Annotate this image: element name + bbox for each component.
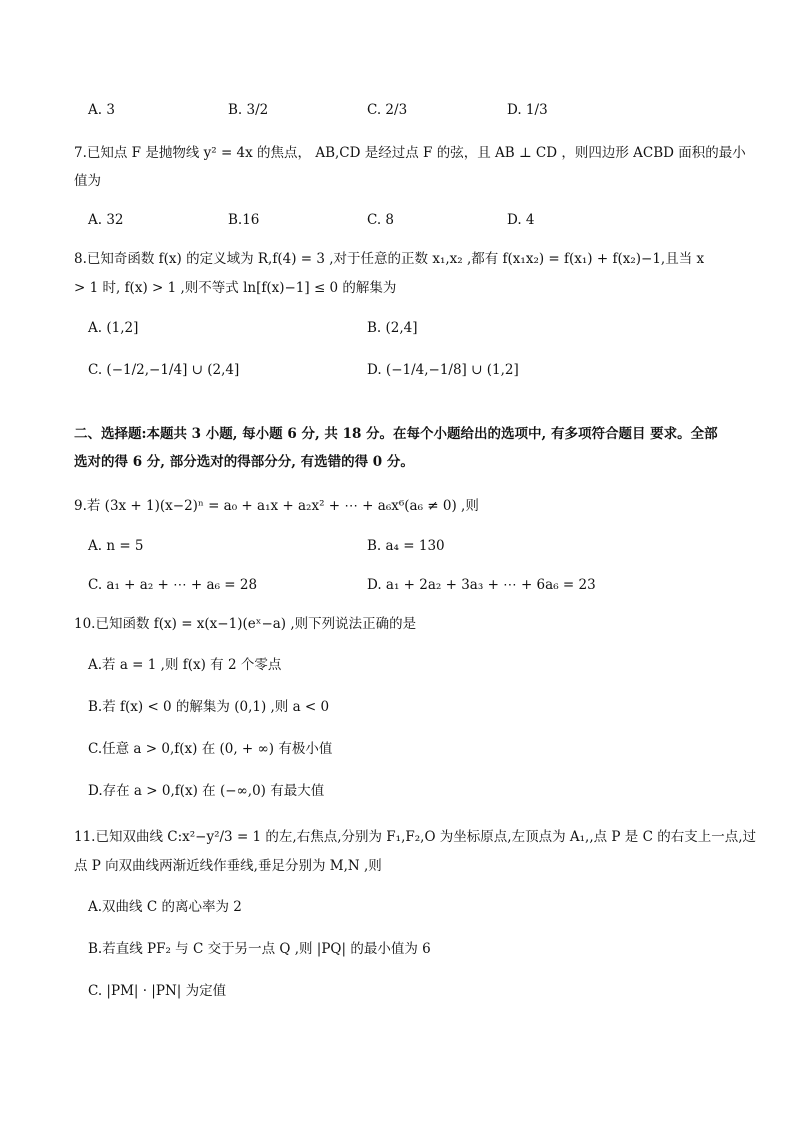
q10-option-d: D.存在 a > 0,f(x) 在 (−∞,0) 有最大值 — [88, 783, 325, 799]
q7-option-d: D. 4 — [507, 212, 535, 228]
q8-text-line1: 8.已知奇函数 f(x) 的定义域为 R,f(4) = 3 ,对于任意的正数 x₁,x₂ ,都有 f(x₁x₂) = f(x₁) + f(x₂)−1,且当 x — [74, 251, 705, 267]
q8-option-c: C. (−1/2,−1/4] ∪ (2,4] — [88, 362, 240, 378]
q9-option-d: D. a₁ + 2a₂ + 3a₃ + ⋯ + 6a₆ = 23 — [367, 577, 596, 593]
q7-option-b: B.16 — [228, 212, 260, 228]
q8-text-line2: > 1 时, f(x) > 1 ,则不等式 ln[f(x)−1] ≤ 0 的解集为 — [74, 280, 397, 296]
q9-option-b: B. a₄ = 130 — [367, 538, 445, 554]
q9-option-a: A. n = 5 — [88, 538, 144, 554]
q10-option-b: B.若 f(x) < 0 的解集为 (0,1) ,则 a < 0 — [88, 699, 330, 715]
q11-option-b: B.若直线 PF₂ 与 C 交于另一点 Q ,则 |PQ| 的最小值为 6 — [88, 941, 431, 957]
section2-heading-line2: 选对的得 6 分, 部分选对的得部分分, 有选错的得 0 分。 — [74, 454, 414, 470]
q8-option-b: B. (2,4] — [367, 320, 418, 336]
q8-option-a: A. (1,2] — [88, 320, 139, 336]
section2-heading-line1: 二、选择题:本题共 3 小题, 每小题 6 分, 共 18 分。在每个小题给出的选项中, 有多项符合题目 要求。全部 — [74, 426, 718, 442]
q6-option-c: C. 2/3 — [367, 102, 408, 118]
q11-option-c: C. |PM| · |PN| 为定值 — [88, 983, 227, 999]
q9-option-c: C. a₁ + a₂ + ⋯ + a₆ = 28 — [88, 577, 258, 593]
q8-option-d: D. (−1/4,−1/8] ∪ (1,2] — [367, 362, 519, 378]
q7-option-c: C. 8 — [367, 212, 395, 228]
q6-option-d: D. 1/3 — [507, 102, 548, 118]
q10-text: 10.已知函数 f(x) = x(x−1)(eˣ−a) ,则下列说法正确的是 — [74, 616, 417, 632]
q11-text-line2: 点 P 向双曲线两渐近线作垂线,垂足分别为 M,N ,则 — [74, 858, 382, 874]
q10-option-c: C.任意 a > 0,f(x) 在 (0, + ∞) 有极小值 — [88, 741, 333, 757]
q9-text: 9.若 (3x + 1)(x−2)ⁿ = a₀ + a₁x + a₂x² + ⋯ + a₆x⁶(a₆ ≠ 0) ,则 — [74, 498, 479, 514]
q7-text-line2: 值为 — [74, 173, 101, 189]
q7-text-line1: 7.已知点 F 是抛物线 y² = 4x 的焦点， AB,CD 是经过点 F 的弦，且 AB ⊥ CD ，则四边形 ACBD 面积的最小 — [74, 145, 746, 161]
q6-option-a: A. 3 — [88, 102, 115, 118]
q11-option-a: A.双曲线 C 的离心率为 2 — [88, 899, 242, 915]
q11-text-line1: 11.已知双曲线 C:x²−y²/3 = 1 的左,右焦点,分别为 F₁,F₂,O 为坐标原点,左顶点为 A₁,,点 P 是 C 的右支上一点,过 — [74, 829, 756, 845]
q7-option-a: A. 32 — [88, 212, 124, 228]
q6-option-b: B. 3/2 — [228, 102, 269, 118]
q10-option-a: A.若 a = 1 ,则 f(x) 有 2 个零点 — [88, 657, 282, 673]
